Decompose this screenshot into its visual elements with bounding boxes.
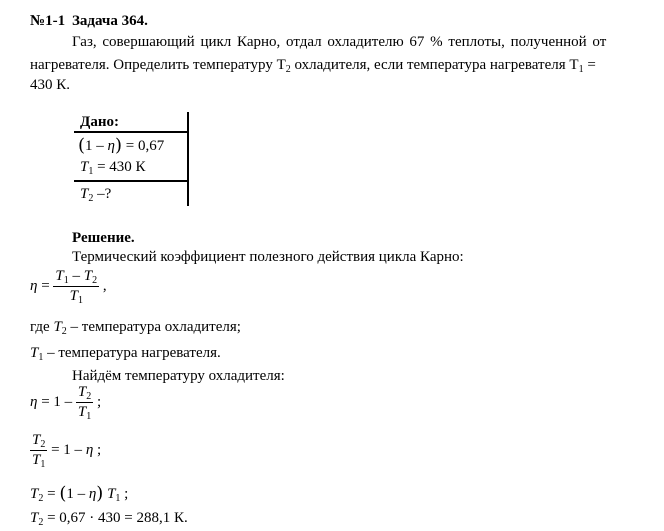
task-number: №1-1 (30, 13, 66, 29)
given-t1-value: = 430 К (97, 159, 146, 175)
formula-final: $T_2 = 0,67 \cdot 430 = 288,1$ К. (30, 510, 188, 528)
problem-line-2-sub: 2 (285, 64, 291, 75)
given-find: $T_2$ –? (80, 186, 112, 204)
given-efficiency: (1 – η) = 0,67 (78, 135, 165, 156)
problem-line-2 (30, 56, 596, 74)
where-t1-desc: – температура нагревателя. (43, 345, 221, 361)
given-underline (74, 131, 189, 133)
formula-t2: $T_2 = (1 - \eta)$ $T_1$ ; (30, 483, 129, 504)
formula-ratio: $\frac{T_2}{T_1}$ = 1 – η ; (32, 432, 102, 470)
solution-title: Решение. (72, 230, 135, 246)
formula-efficiency: η = $\frac{T_1 - T_2}{T_1}$ , (30, 268, 107, 306)
solution-intro: Термический коэффициент полезного действия цикла Карно: (72, 249, 464, 265)
given-t1: $T_1 = 430$ К (80, 159, 146, 177)
where-t2: где $T_2$ – температура охладителя; (30, 319, 241, 337)
find-t2-text: Найдём температуру охладителя: (72, 368, 285, 384)
given-find-label: –? (97, 186, 112, 202)
task-title: Задача 364. (72, 13, 148, 29)
given-find-separator (74, 180, 189, 182)
where-t1: $T_1$ – температура нагревателя. (30, 345, 221, 363)
where-t2-desc: – температура охладителя; (66, 319, 241, 335)
formula-eta-t2: η = 1 – $\frac{T_2}{T_1}$ ; (30, 384, 102, 422)
where-t2-word: где (30, 319, 50, 335)
problem-line-1: Газ, совершающий цикл Карно, отдал охладителю 67 % теплоты, полученной от (72, 34, 607, 50)
problem-line-2-post: = (583, 57, 596, 73)
problem-line-3: 430 К. (30, 77, 71, 93)
problem-line-2-pre: нагревателя. Определить температуру T (30, 57, 286, 73)
problem-line-2-mid: охладителя, если температура нагревателя T (290, 57, 579, 73)
given-title: Дано: (80, 114, 119, 130)
problem-line-2-sub2: 1 (578, 64, 584, 75)
given-efficiency-value: = 0,67 (125, 138, 165, 154)
final-result: = 0,67 · 430 = 288,1 К. (47, 510, 188, 526)
given-vertical-line (187, 112, 189, 206)
